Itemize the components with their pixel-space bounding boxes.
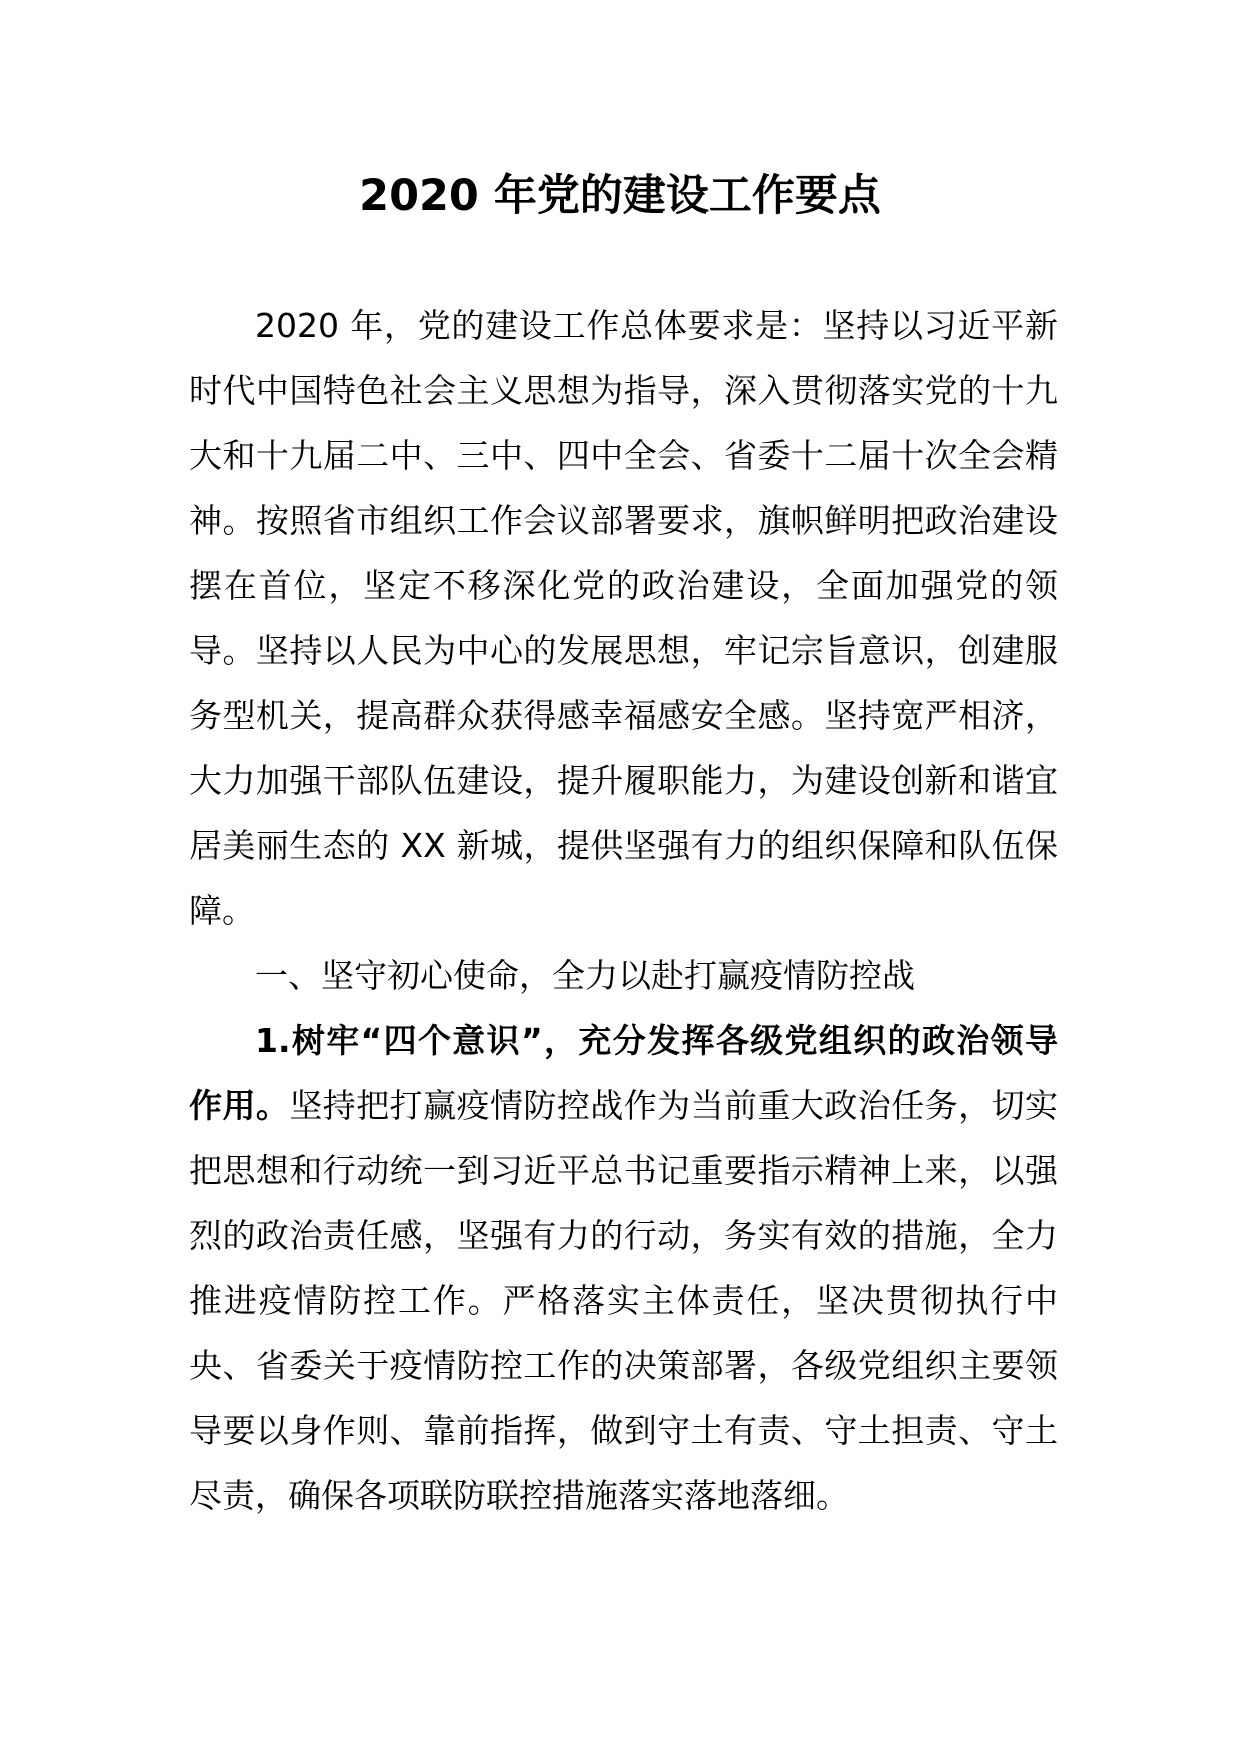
item-1-paragraph [189, 1008, 1058, 1528]
document-title: 2020 年党的建设工作要点 [359, 171, 881, 221]
document-body [189, 293, 1058, 1528]
item-1-lead: 1.树牢“四个意识”，充分发挥各级党组织的政治领导作用。 [189, 1021, 1058, 1125]
intro-paragraph: 2020 年，党的建设工作总体要求是：坚持以习近平新时代中国特色社会主义思想为指导，深入贯彻落实党的十九大和十九届二中、三中、四中全会、省委十二届十次全会精神。按照省市组织工作会议部署要求，旗帜鲜明把政治建设摆在首位，坚定不移深化党的政治建设，全面加强党的领导。坚持以人民为中心的发展思想，牢记宗旨意识，创建服务型机关，提高群众获得感幸福感安全感。坚持宽严相济，大力加强干部队伍建设，提升履职能力，为建设创新和谐宜居美丽生态的 XX 新城，提供坚强有力的组织保障和队伍保障。 [189, 306, 1058, 930]
section-1-heading: 一、坚守初心使命，全力以赴打赢疫情防控战 [255, 956, 915, 995]
item-1-text: 坚持把打赢疫情防控战作为当前重大政治任务，切实把思想和行动统一到习近平总书记重要指示精神上来，以强烈的政治责任感，坚强有力的行动，务实有效的措施，全力推进疫情防控工作。严格落实主体责任，坚决贯彻执行中央、省委关于疫情防控工作的决策部署，各级党组织主要领导要以身作则、靠前指挥，做到守土有责、守土担责、守土尽责，确保各项联防联控措施落实落地落细。 [189, 1086, 1059, 1515]
